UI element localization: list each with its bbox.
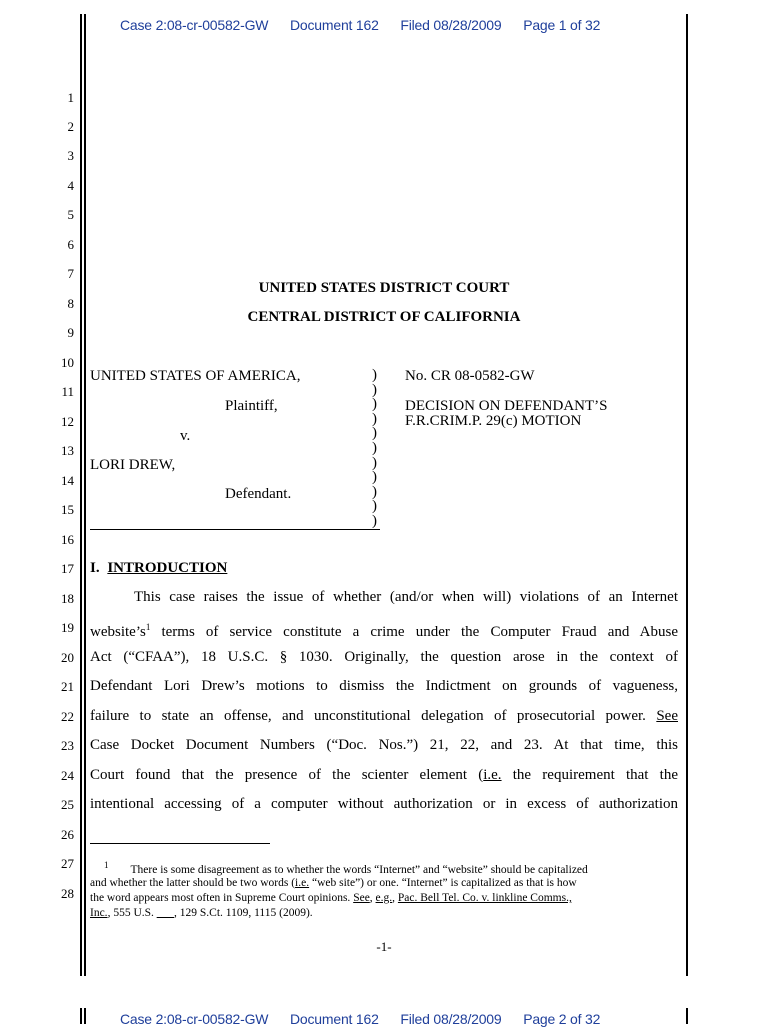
case-no: No. CR 08-0582-GW: [405, 368, 535, 384]
line-number: 11: [61, 384, 74, 399]
line-number: 7: [67, 266, 74, 281]
footnote-line-4: [90, 906, 680, 920]
court-name: UNITED STATES DISTRICT COURT: [258, 280, 510, 296]
defendant-role: Defendant.: [225, 486, 292, 502]
caption-parentheses: ) ) ) ) ) ) ) ) ) ) ): [372, 367, 377, 529]
footnote-text: , 129 S.Ct. 1109, 1115 (2009).: [174, 907, 313, 919]
section-heading: [90, 559, 227, 577]
body-line-25: intentional accessing of a computer without authorization or in excess of authorization: [90, 796, 678, 812]
body-text: terms of service constitute a crime under the Computer Fraud and Abuse: [150, 624, 678, 640]
line-number: 27: [61, 856, 74, 871]
line-number: 20: [61, 650, 74, 665]
document-number: Document 162: [290, 1011, 379, 1027]
body-text: This case raises the issue of whether (and/or when will) violations of an Internet: [134, 589, 678, 605]
case-header: [120, 17, 618, 33]
footnote-text: i.e.: [295, 877, 310, 889]
line-number: 12: [61, 414, 74, 429]
next-page-left-rule-inner: [84, 1008, 86, 1024]
footnote-separator: [90, 843, 270, 844]
footnote-line-1: [90, 858, 680, 877]
left-margin-rule-inner: [84, 14, 86, 976]
citation-signal: e.g.: [375, 892, 393, 904]
body-line-21: Defendant Lori Drew’s motions to dismiss the Indictment on grounds of vagueness,: [90, 678, 678, 694]
body-text: the requirement that the: [501, 767, 678, 783]
line-number: 28: [61, 886, 74, 901]
citation-signal: See: [353, 892, 370, 904]
footnote-text: ___: [156, 907, 175, 919]
document-number: Document 162: [290, 17, 379, 33]
section-title: INTRODUCTION: [107, 560, 228, 576]
filed-date: Filed 08/28/2009: [400, 1011, 502, 1027]
next-page-header: [120, 1011, 618, 1027]
citation-signal: See: [656, 708, 678, 724]
section-number: I.: [90, 560, 100, 576]
court-district: CENTRAL DISTRICT OF CALIFORNIA: [247, 309, 521, 325]
plaintiff-name: UNITED STATES OF AMERICA,: [90, 368, 301, 384]
footnote-ref: 1: [145, 622, 151, 632]
footnote-text: , 555 U.S.: [107, 907, 157, 919]
footnote-text: There is some disagreement as to whether the words “Internet” and “website” should be capitalized: [130, 863, 588, 876]
line-number: 21: [61, 679, 74, 694]
plaintiff-role: Plaintiff,: [225, 398, 278, 414]
line-number: 17: [61, 561, 74, 576]
line-number: 15: [61, 502, 74, 517]
body-line-22: [90, 707, 678, 725]
line-number: 18: [61, 591, 74, 606]
body-line-24: [90, 766, 678, 784]
line-number: 10: [61, 355, 74, 370]
versus: v.: [180, 428, 191, 444]
case-number: Case 2:08-cr-00582-GW: [120, 17, 269, 33]
line-number: 24: [61, 768, 74, 783]
line-number: 13: [61, 443, 74, 458]
line-number: 9: [67, 325, 74, 340]
left-margin-rule-outer: [80, 14, 82, 976]
page-count: Page 2 of 32: [523, 1011, 601, 1027]
body-text: website’s: [90, 624, 146, 640]
line-number: 1: [67, 90, 74, 105]
line-number: 16: [61, 532, 74, 547]
line-number: 23: [61, 738, 74, 753]
body-line-23: Case Docket Document Numbers (“Doc. Nos.”) 21, 22, and 23. At that time, this: [90, 737, 678, 753]
line-number: 25: [61, 797, 74, 812]
line-number: 26: [61, 827, 74, 842]
case-citation: Pac. Bell Tel. Co. v. linkline Comms.,: [397, 892, 572, 904]
next-page-left-rule-outer: [80, 1008, 82, 1024]
footnote-text: ,: [369, 892, 376, 904]
body-line-19: [90, 618, 678, 641]
case-citation: Inc.: [90, 907, 108, 919]
line-number: 8: [67, 296, 74, 311]
line-number: 14: [61, 473, 74, 488]
body-text: Court found that the presence of the scienter element (: [90, 767, 484, 783]
body-text: i.e.: [483, 767, 502, 783]
document-title-line2: F.R.CRIM.P. 29(c) MOTION: [405, 413, 582, 429]
footnote-marker: 1: [104, 860, 109, 870]
case-number: Case 2:08-cr-00582-GW: [120, 1011, 269, 1027]
line-number: 19: [61, 620, 74, 635]
body-line-20: Act (“CFAA”), 18 U.S.C. § 1030. Originally, the question arose in the context of: [90, 649, 678, 665]
filed-date: Filed 08/28/2009: [400, 17, 502, 33]
body-line-18: [90, 588, 678, 606]
footnote-text: the word appears most often in Supreme Court opinions.: [90, 892, 354, 904]
page-number: -1-: [376, 939, 392, 954]
line-number: 2: [67, 119, 74, 134]
footnote-text: “web site”) or one. “Internet” is capitalized as that is how: [309, 877, 577, 889]
footnote-text: ,: [392, 892, 398, 904]
caption-underline: [90, 529, 380, 530]
defendant-name: LORI DREW,: [90, 457, 176, 473]
line-number: 5: [67, 207, 74, 222]
document-title-line1: DECISION ON DEFENDANT’S: [405, 398, 608, 414]
line-number: 4: [67, 178, 74, 193]
line-number: 22: [61, 709, 74, 724]
next-page-right-rule: [686, 1008, 688, 1024]
right-margin-rule: [686, 14, 688, 976]
line-number: 6: [67, 237, 74, 252]
page-gap: [0, 976, 768, 1006]
footnote-line-3: [90, 891, 680, 905]
line-number: 3: [67, 148, 74, 163]
footnote-line-2: [90, 876, 680, 890]
footnote-text: and whether the latter should be two words (: [90, 877, 296, 889]
body-text: failure to state an offense, and unconstitutional delegation of prosecutorial power.: [90, 708, 657, 724]
page-count: Page 1 of 32: [523, 17, 601, 33]
